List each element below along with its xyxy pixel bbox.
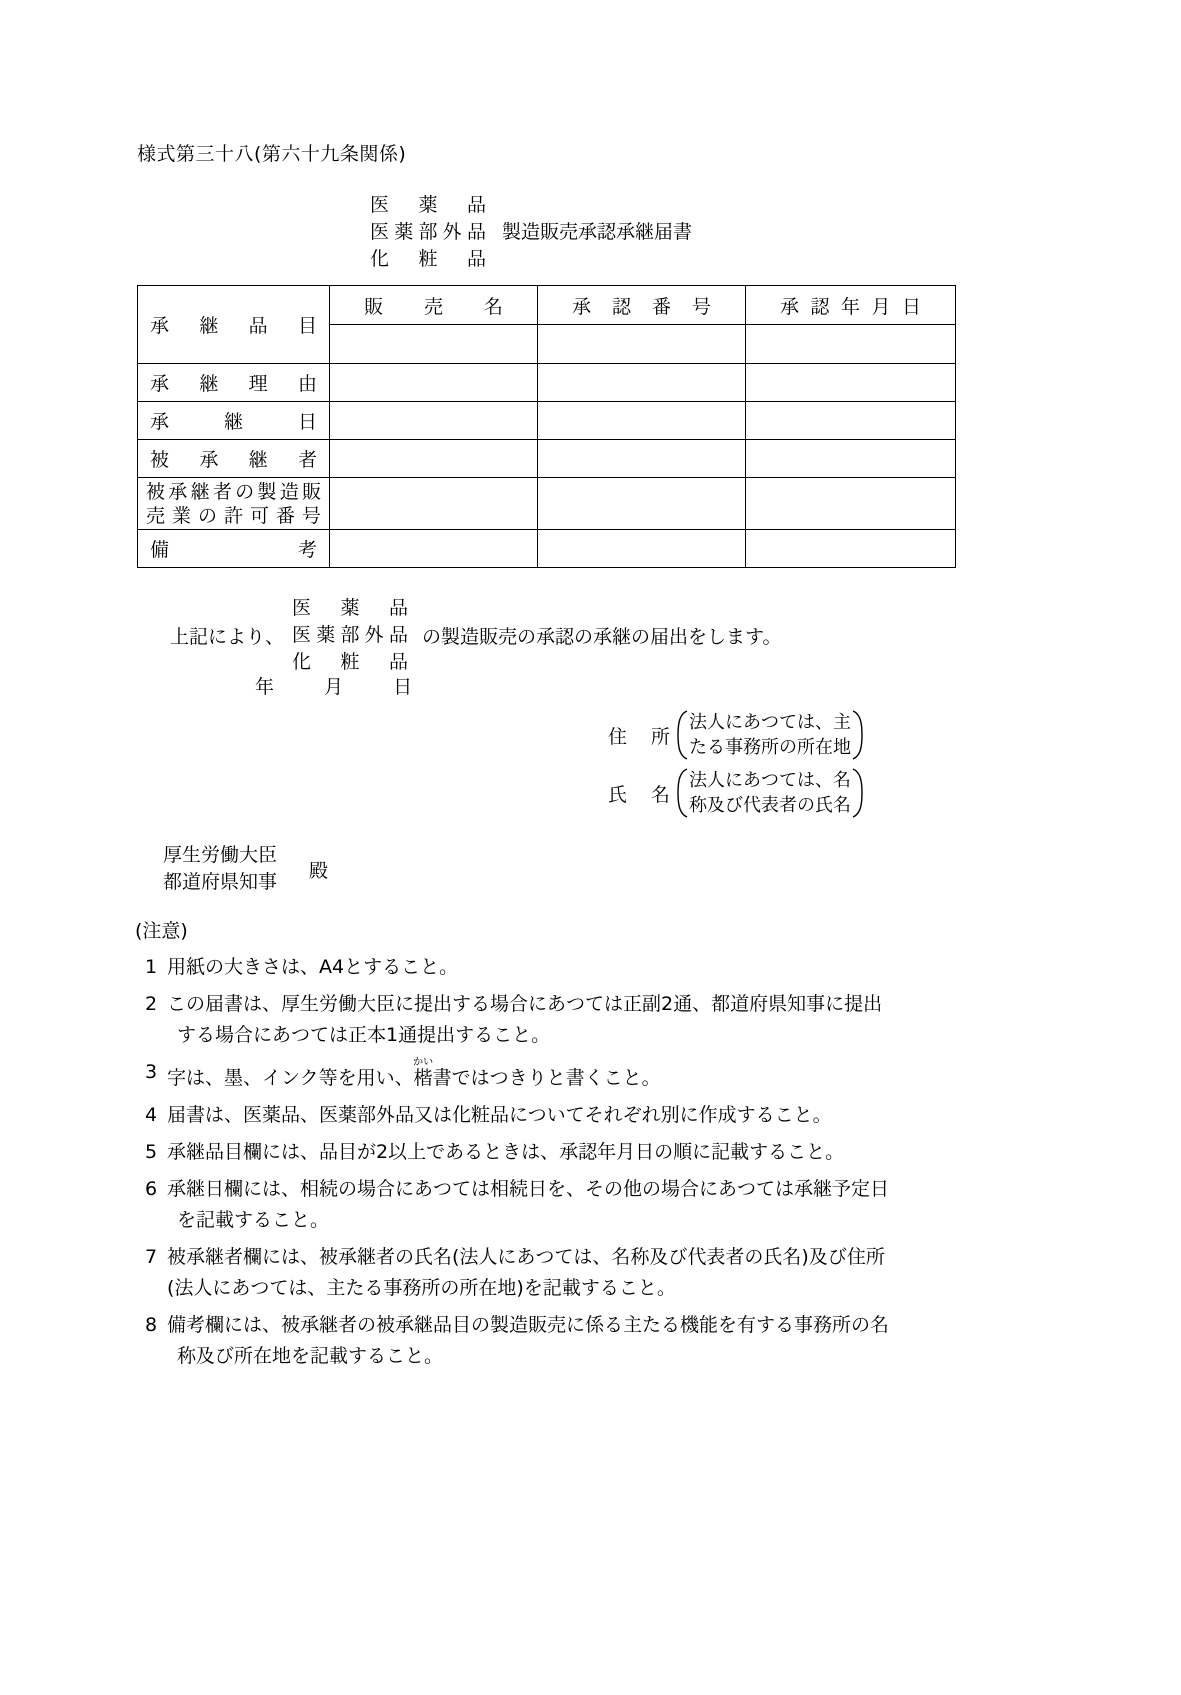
cell-label-succession-reason (138, 364, 330, 402)
note-text (167, 989, 987, 1051)
note-line: 称及び所在地を記載すること。 (177, 1345, 444, 1367)
input-cell-predecessor-2[interactable] (538, 440, 746, 478)
label-license-number (138, 480, 329, 528)
brace-right-icon (852, 768, 866, 818)
document-title (370, 192, 692, 273)
name-note-line2: 称及び代表者の氏名 (689, 795, 851, 816)
note-number: 5 (144, 1141, 158, 1163)
label-remarks: 備 考 (150, 539, 317, 561)
addressee-honorific: 殿 (309, 859, 329, 882)
name-row (608, 768, 866, 818)
input-cell-product-name[interactable] (330, 325, 538, 364)
input-cell-remarks-1[interactable] (330, 530, 538, 568)
note-text (167, 1310, 987, 1372)
ruby-reading: かい (413, 1057, 434, 1068)
addressee-block (163, 842, 328, 896)
cell-label-remarks (138, 530, 330, 568)
note-item (135, 952, 1135, 983)
succession-form-table (137, 285, 956, 568)
addressee-minister: 厚生労働大臣 (163, 844, 278, 866)
cell-label-predecessor (138, 440, 330, 478)
address-note (688, 710, 852, 760)
input-cell-predecessor-3[interactable] (746, 440, 956, 478)
header-approval-date: 承 認 年 月 日 (780, 295, 921, 318)
note-line: (法人にあつては、主たる事務所の所在地)を記載すること。 (167, 1277, 676, 1299)
cell-label-license-number (138, 478, 330, 530)
brace-right-icon (852, 710, 866, 760)
header-product-name: 販 売 名 (364, 295, 503, 318)
note-number: 4 (144, 1104, 158, 1126)
address-brace (674, 710, 866, 760)
addressee-governor: 都道府県知事 (163, 871, 278, 893)
date-day-label: 日 (393, 676, 413, 698)
input-cell-date-3[interactable] (746, 402, 956, 440)
table-header-row (138, 286, 956, 325)
input-cell-reason-2[interactable] (538, 364, 746, 402)
note-item (135, 1100, 1135, 1131)
declaration-categories (292, 595, 408, 676)
date-line[interactable] (255, 672, 412, 699)
addressee-names (163, 842, 277, 896)
input-cell-license-1[interactable] (330, 478, 538, 530)
cell-header-product-name (330, 286, 538, 325)
cell-row-label-items (138, 286, 330, 364)
declaration-category-3: 化 粧 品 (292, 651, 409, 673)
name-note (688, 768, 852, 818)
note-number: 2 (144, 993, 158, 1015)
declaration-statement (170, 595, 782, 676)
label-succession-items: 承 継 品 目 (150, 315, 317, 337)
note-line: 備考欄には、被承継者の被承継品目の製造販売に係る主たる機能を有する事務所の名 (167, 1314, 890, 1336)
note-line: 承継日欄には、相続の場合にあつては相続日を、その他の場合にあつては承継予定日 (167, 1178, 890, 1200)
notes-section (135, 916, 1135, 1378)
input-cell-date-2[interactable] (538, 402, 746, 440)
declaration-tail: の製造販売の承認の承継の届出をします。 (422, 626, 782, 648)
label-license-number-line1: 被承継者の製造販 (146, 480, 321, 503)
table-row-date (138, 402, 956, 440)
input-cell-remarks-3[interactable] (746, 530, 956, 568)
title-product-categories (370, 192, 486, 273)
signature-block (608, 710, 866, 818)
note-line: 届書は、医薬品、医薬部外品又は化粧品についてそれぞれ別に作成すること。 (167, 1104, 832, 1126)
name-brace (674, 768, 866, 818)
input-cell-approval-number[interactable] (538, 325, 746, 364)
note-item (135, 1310, 1135, 1372)
input-cell-license-3[interactable] (746, 478, 956, 530)
input-cell-predecessor-1[interactable] (330, 440, 538, 478)
note-line (167, 1057, 987, 1094)
note-number: 6 (144, 1178, 158, 1200)
title-category-3: 化 粧 品 (370, 248, 486, 270)
note-text-after-ruby: 書ではつきりと書くこと。 (432, 1067, 661, 1089)
label-license-number-line2: 売 業 の 許 可 番 号 (146, 504, 321, 527)
title-suffix: 製造販売承認承継届書 (502, 221, 693, 243)
note-item (135, 1137, 1135, 1168)
note-text (167, 1057, 987, 1094)
brace-left-icon (674, 768, 688, 818)
label-predecessor: 被 承 継 者 (150, 449, 317, 471)
note-text (167, 952, 987, 983)
input-cell-reason-3[interactable] (746, 364, 956, 402)
input-cell-license-2[interactable] (538, 478, 746, 530)
declaration-category-1: 医 薬 品 (292, 597, 409, 619)
note-item (135, 989, 1135, 1051)
note-line: する場合にあつては正本1通提出すること。 (177, 1024, 551, 1046)
address-note-line2: たる事務所の所在地 (689, 737, 851, 758)
title-category-1: 医 薬 品 (370, 194, 486, 216)
table-row-reason (138, 364, 956, 402)
title-category-2: 医薬部外品 (370, 221, 486, 243)
note-line: 用紙の大きさは、A4とすること。 (167, 956, 459, 978)
note-item (135, 1057, 1135, 1094)
note-number: 8 (144, 1314, 158, 1336)
date-month-label: 月 (324, 676, 344, 698)
cell-header-approval-date (746, 286, 956, 325)
input-cell-reason-1[interactable] (330, 364, 538, 402)
form-number: 様式第三十八(第六十九条関係) (137, 143, 407, 165)
note-text (167, 1174, 987, 1236)
note-text (167, 1100, 987, 1131)
note-line: を記載すること。 (177, 1209, 330, 1231)
address-label: 住 所 (608, 725, 670, 748)
note-line: 被承継者欄には、被承継者の氏名(法人にあつては、名称及び代表者の氏名)及び住所 (167, 1246, 885, 1268)
date-year-label: 年 (255, 676, 275, 698)
declaration-category-2: 医薬部外品 (292, 624, 409, 646)
table-row-license-number (138, 478, 956, 530)
note-line: 承継品目欄には、品目が2以上であるときは、承認年月日の順に記載すること。 (167, 1141, 845, 1163)
name-note-line1: 法人にあつては、名 (689, 770, 851, 791)
cell-label-succession-date (138, 402, 330, 440)
note-item (135, 1242, 1135, 1304)
note-number: 7 (144, 1246, 158, 1268)
address-row (608, 710, 866, 760)
note-text (167, 1137, 987, 1168)
notes-heading: (注意) (135, 920, 188, 942)
note-number: 3 (144, 1061, 158, 1083)
input-cell-date-1[interactable] (330, 402, 538, 440)
cell-header-approval-number (538, 286, 746, 325)
note-line: この届書は、厚生労働大臣に提出する場合にあつては正副2通、都道府県知事に提出 (167, 993, 883, 1015)
brace-left-icon (674, 710, 688, 760)
name-label: 氏 名 (608, 783, 670, 806)
ruby-annotation (413, 1057, 434, 1089)
declaration-lead: 上記により、 (170, 626, 285, 648)
table-row-remarks (138, 530, 956, 568)
note-number: 1 (144, 956, 158, 978)
table-row-predecessor (138, 440, 956, 478)
input-cell-approval-date[interactable] (746, 325, 956, 364)
input-cell-remarks-2[interactable] (538, 530, 746, 568)
note-text (167, 1242, 987, 1304)
note-text-before-ruby: 字は、墨、インク等を用い、 (167, 1067, 414, 1089)
address-note-line1: 法人にあつては、主 (689, 712, 851, 733)
note-item (135, 1174, 1135, 1236)
label-succession-date: 承 継 日 (150, 411, 317, 433)
ruby-base: 楷 (413, 1067, 434, 1089)
label-succession-reason: 承 継 理 由 (150, 373, 317, 395)
header-approval-number: 承 認 番 号 (572, 295, 711, 318)
